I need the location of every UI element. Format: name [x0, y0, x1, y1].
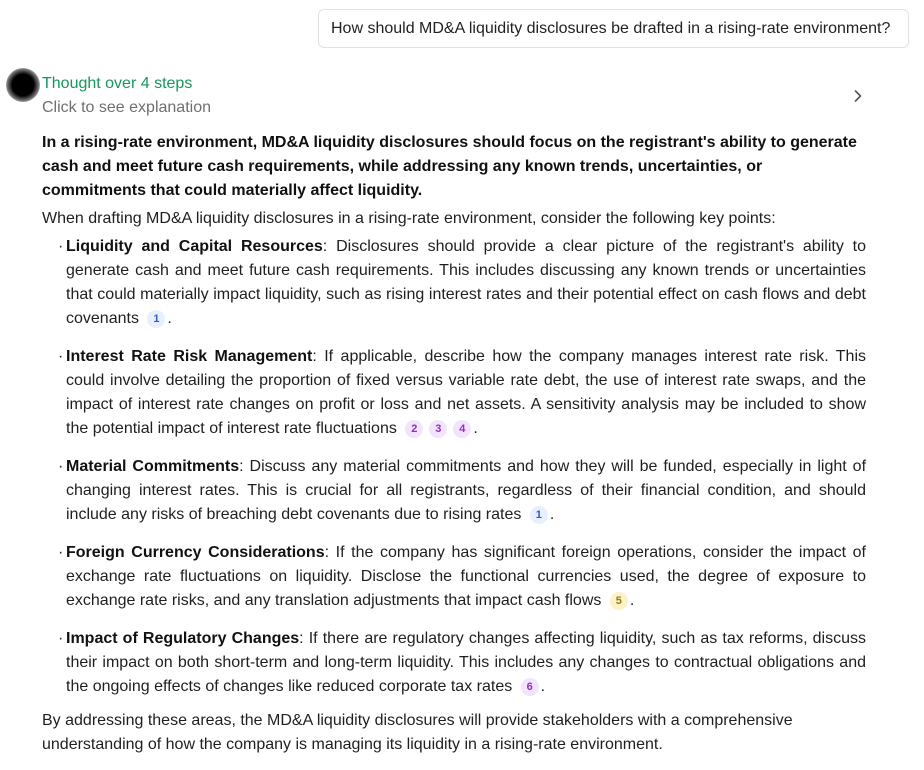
list-item: · Foreign Currency Considerations: If the company has significant foreign operations, consider the impact of exchange rate fluctuations on liquidity. Disclose the functional currencies used, the degree of exposure to exchange rate risks, and any translation adjustments that impact cash flows 5 .: [58, 544, 866, 609]
key-points-list: [42, 235, 866, 699]
answer-conclusion: By addressing these areas, the MD&A liquidity disclosures will provide stakeholders with a comprehensive understanding of how the company is managing its liquidity in a rising-rate environment.: [42, 712, 793, 753]
point-term: Impact of Regulatory Changes: [66, 630, 300, 647]
point-text: : If applicable, describe how the company manages interest rate risk. This could involve detailing the proportion of fixed versus variable rate debt, the use of interest rate swaps, and the impact of interest rate changes on profit or loss and net assets. A sensitivity analysis may be included to show the potential impact of interest rate fluctuations: [66, 348, 867, 437]
assistant-avatar-icon: [6, 68, 40, 102]
answer-intro: When drafting MD&A liquidity disclosures in a rising-rate environment, consider the following key points:: [42, 210, 776, 227]
assistant-answer: [42, 131, 866, 757]
citation-badge[interactable]: 4: [453, 420, 471, 438]
point-term: Material Commitments: [66, 458, 240, 475]
citation-badge[interactable]: 1: [147, 310, 165, 328]
point-end: .: [540, 678, 546, 695]
point-term: Liquidity and Capital Resources: [66, 238, 323, 255]
point-end: .: [629, 592, 635, 609]
point-text: : Disclosures should provide a clear picture of the registrant's ability to generate cash and meet future cash requirements. This includes discussing any known trends or uncertainties that could materially impact liquidity, such as rising interest rates and their potential effect on cash flows and debt covenants: [66, 238, 866, 327]
citation-badge[interactable]: 3: [429, 420, 447, 438]
chevron-right-icon[interactable]: [848, 86, 868, 106]
answer-summary: In a rising-rate environment, MD&A liquidity disclosures should focus on the registrant's ability to generate cash and meet future cash requirements, while addressing any known trends, uncertainties, or commitments that could materially affect liquidity.: [42, 134, 857, 199]
point-text: : If there are regulatory changes affecting liquidity, such as tax reforms, discuss their impact on both short-term and long-term liquidity. This includes any changes to contractual obligations and the ongoing effects of changes like reduced corporate tax rates: [66, 630, 866, 695]
point-text: : If the company has significant foreign operations, consider the impact of exchange rate fluctuations on liquidity. Disclose the functional currencies used, the degree of exposure to exchange rate risks, and any translation adjustments that impact cash flows: [66, 544, 866, 609]
list-item: · Liquidity and Capital Resources: Disclosures should provide a clear picture of the registrant's ability to generate cash and meet future cash requirements. This includes discussing any known trends or uncertainties that could materially impact liquidity, such as rising interest rates and their potential effect on cash flows and debt covenants 1 .: [58, 238, 866, 327]
thought-steps-title[interactable]: Thought over 4 steps: [42, 75, 193, 92]
point-end: .: [549, 506, 555, 523]
point-term: Foreign Currency Considerations: [66, 544, 325, 561]
list-item: · Impact of Regulatory Changes: If there are regulatory changes affecting liquidity, such as tax reforms, discuss their impact on both short-term and long-term liquidity. This includes any changes to contractual obligations and the ongoing effects of changes like reduced corporate tax rates 6 .: [58, 630, 866, 695]
point-text: : Discuss any material commitments and how they will be funded, especially in light of changing interest rates. This is crucial for all registrants, regardless of their financial condition, and should include any risks of breaching debt covenants due to rising rates: [66, 458, 867, 523]
point-term: Interest Rate Risk Management: [66, 348, 313, 365]
citation-badge[interactable]: 6: [521, 678, 539, 696]
citation-badge[interactable]: 5: [610, 592, 628, 610]
thought-explanation-link[interactable]: Click to see explanation: [42, 99, 211, 116]
point-end: .: [167, 310, 172, 327]
point-end: .: [473, 420, 478, 437]
list-item: · Material Commitments: Discuss any material commitments and how they will be funded, especially in light of changing interest rates. This is crucial for all registrants, regardless of their financial condition, and should include any risks of breaching debt covenants due to rising rates 1 .: [58, 458, 867, 523]
citation-badge[interactable]: 1: [530, 506, 548, 524]
list-item: · Interest Rate Risk Management: If applicable, describe how the company manages interest rate risk. This could involve detailing the proportion of fixed versus variable rate debt, the use of interest rate swaps, and the impact of interest rate changes on profit or loss and net assets. A sensitivity analysis may be included to show the potential impact of interest rate fluctuations 2 3 4 .: [58, 348, 867, 437]
citation-badge[interactable]: 2: [405, 420, 423, 438]
user-message: How should MD&A liquidity disclosures be drafted in a rising-rate environment?: [318, 9, 909, 48]
